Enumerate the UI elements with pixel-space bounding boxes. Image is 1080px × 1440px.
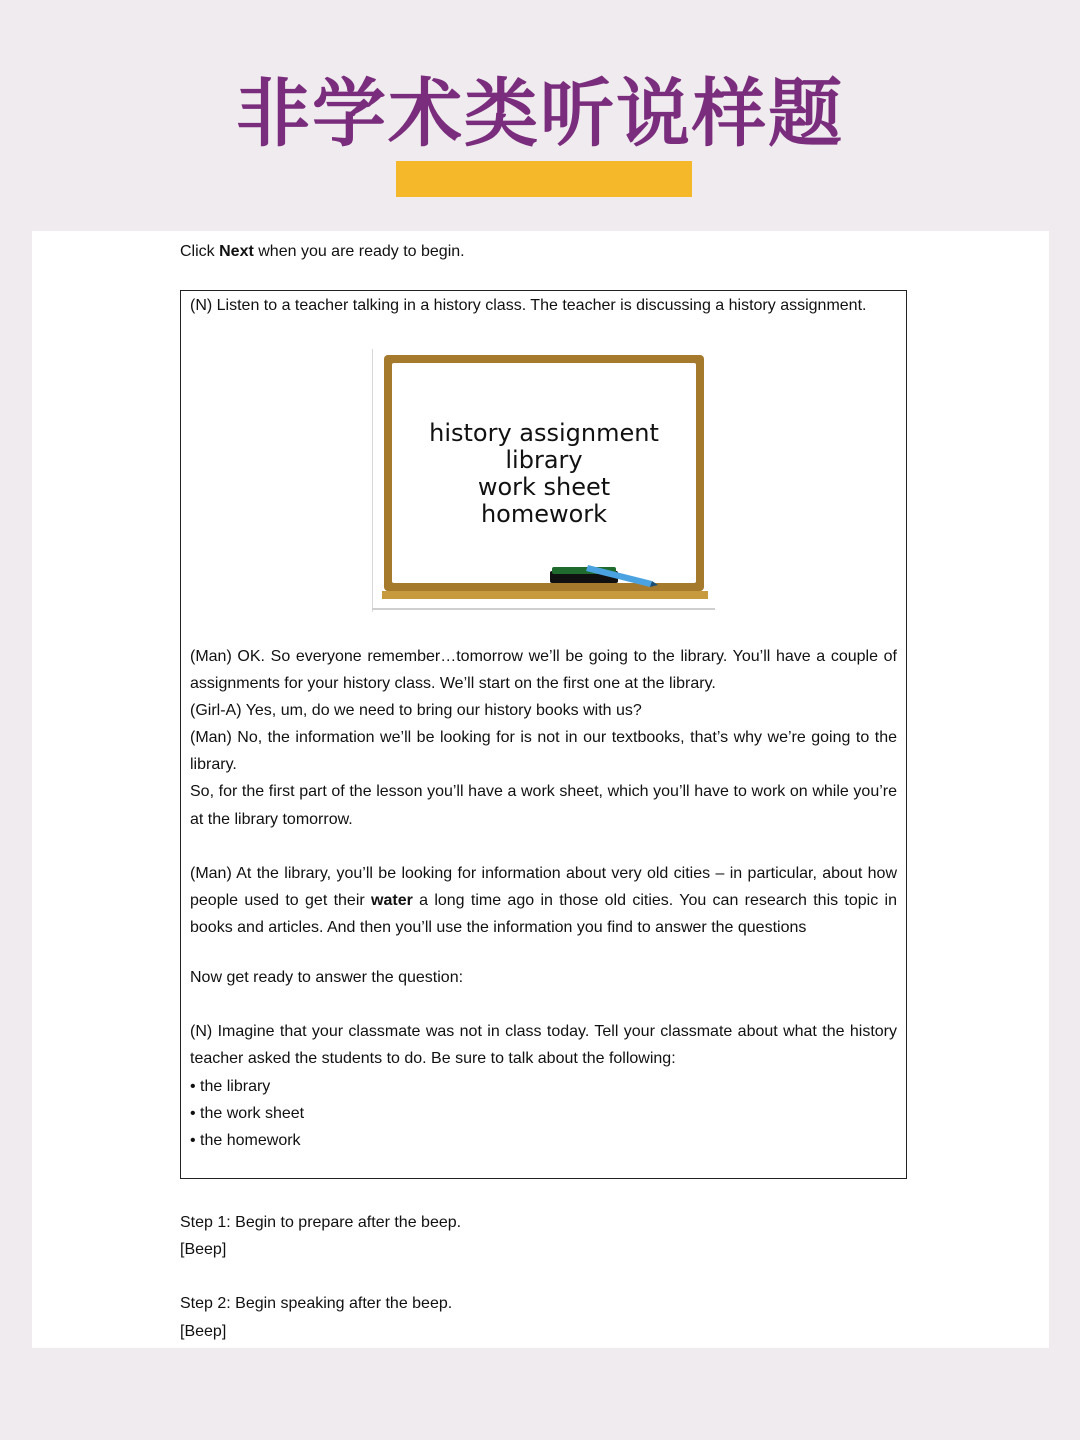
narration-text: (N) Listen to a teacher talking in a history class. The teacher is discussing a history assignment. — [190, 297, 867, 314]
intro-text: Click Next when you are ready to begin. — [180, 243, 465, 260]
beep-1-text: [Beep] — [180, 1241, 227, 1259]
listening-passage-box — [180, 290, 907, 1011]
dialog-paragraph: (Man) OK. So everyone remember…tomorrow we’ll be going to the library. You’ll have a couple of assignments for your history class. We’ll start on the first one at the library. — [190, 648, 897, 693]
bullet-item: • the library — [190, 1077, 271, 1095]
question-box — [180, 940, 907, 1179]
beep-2-text: [Beep] — [180, 1322, 227, 1340]
whiteboard-illustration — [372, 349, 715, 612]
dialog-paragraph: (Man) No, the information we’ll be looking for is not in our textbooks, that’s why we’re going to the library. — [190, 729, 897, 774]
whiteboard-image — [372, 349, 715, 612]
question-prompt: (N) Imagine that your classmate was not in class today. Tell your classmate about what the history teacher asked the students to do. Be sure to talk about the following: — [190, 1023, 897, 1068]
bullet-item: • the homework — [190, 1132, 301, 1150]
question-body — [190, 964, 897, 1154]
dialog-paragraph: So, for the first part of the lesson you’ll have a work sheet, which you’ll have to work on while you’re at the library tomorrow. — [190, 783, 897, 828]
dialog-paragraph: (Man) At the library, you’ll be looking for information about very old cities – in particular, about how people used to get their water a long time ago in those old cities. You can research this topic in books and articles. And then you’ll use the information you find to answer the questions — [190, 864, 897, 936]
step-1-text: Step 1: Begin to prepare after the beep. — [180, 1214, 462, 1231]
dialog-transcript — [190, 643, 897, 941]
water-keyword: water — [371, 891, 413, 909]
board-line-1: history assignment — [429, 419, 659, 447]
title-underline-bar — [396, 161, 692, 197]
question-ready-text: Now get ready to answer the question: — [190, 969, 464, 986]
board-line-2: library — [505, 446, 583, 474]
bullet-item: • the work sheet — [190, 1104, 305, 1122]
document-page — [32, 231, 1049, 1348]
instruction-steps — [180, 1209, 461, 1345]
page-title: 非学术类听说样题 — [236, 71, 844, 157]
board-line-3: work sheet — [477, 473, 611, 501]
board-line-4: homework — [480, 500, 608, 528]
dialog-paragraph: (Girl-A) Yes, um, do we need to bring our history books with us? — [190, 702, 642, 720]
step-2-text: Step 2: Begin speaking after the beep. — [180, 1295, 453, 1313]
next-keyword: Next — [219, 243, 254, 260]
